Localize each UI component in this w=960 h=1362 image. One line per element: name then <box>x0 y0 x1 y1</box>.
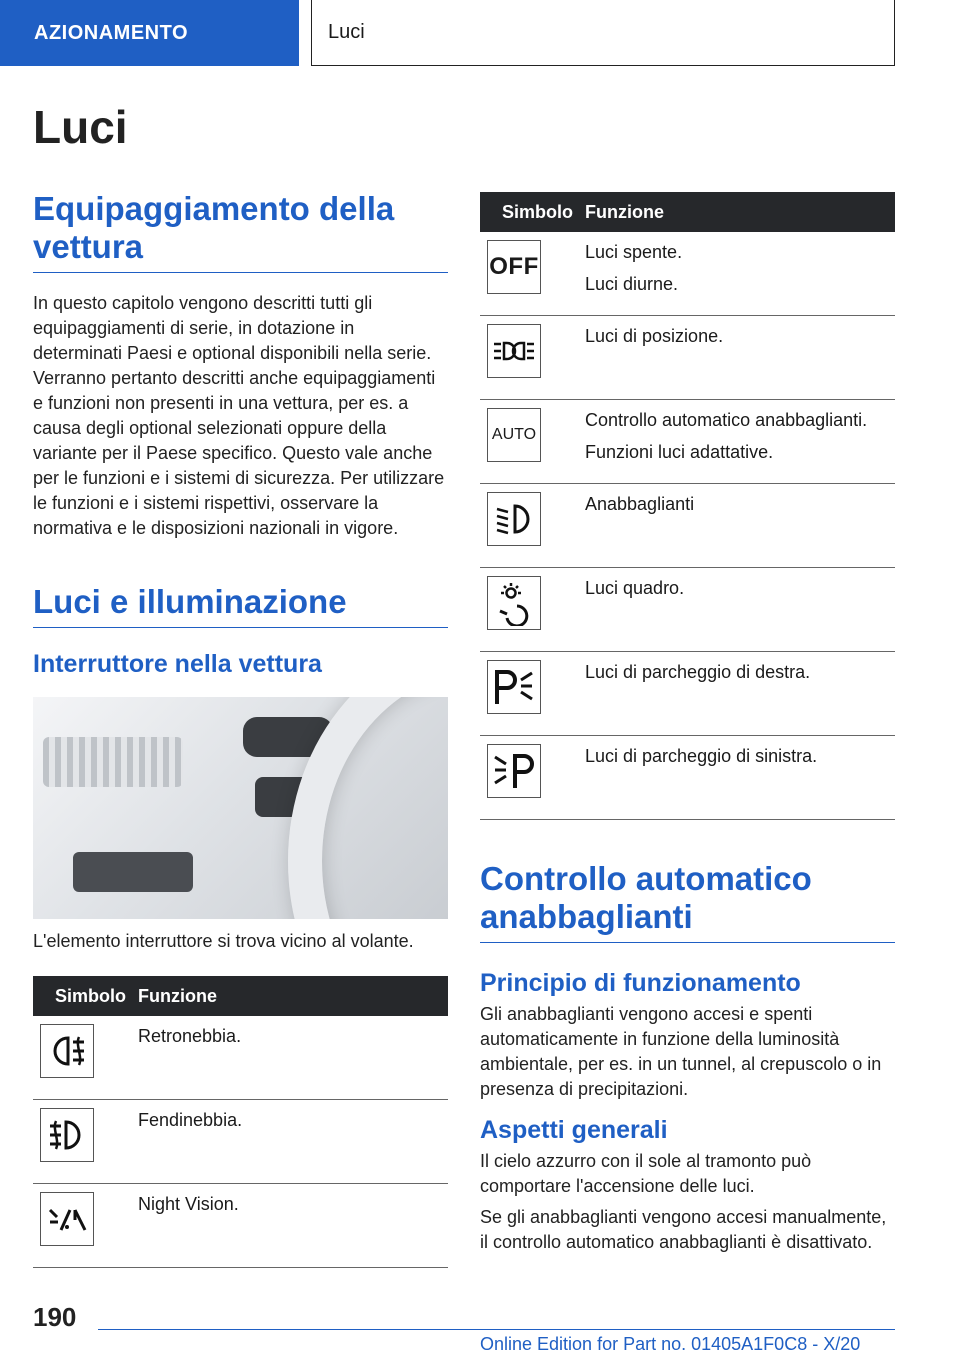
function-text: Luci di parcheggio di destra. <box>585 652 895 736</box>
table-row <box>480 736 895 820</box>
table-row <box>33 1184 448 1268</box>
instrument-lighting-icon <box>487 576 541 630</box>
function-text: Luci di parcheggio di sinistra. <box>585 736 895 820</box>
table-row <box>480 652 895 736</box>
photo-caption: L'elemento interruttore si trova vicino al volante. <box>33 931 414 951</box>
section-tab: AZIONAMENTO <box>0 0 299 66</box>
page-number: 190 <box>33 1302 77 1332</box>
off-icon: OFF <box>487 240 541 294</box>
low-beam-icon <box>487 492 541 546</box>
heading-equipment: Equipaggiamento della vettura <box>33 190 448 273</box>
front-fog-light-icon <box>40 1108 94 1162</box>
footer-divider <box>98 1329 895 1330</box>
principle-paragraph: Gli anabbaglianti vengono accesi e spenti automaticamente in funzione della luminosità ambientale, per es. in un tunnel, al crepuscolo o in presenza di precipitazioni. <box>480 1004 882 1099</box>
table-row <box>480 232 895 316</box>
heading-auto-low-beam: Controllo automatico anabbaglianti <box>480 860 895 943</box>
page-title: Luci <box>33 101 128 153</box>
parking-light-right-icon <box>487 660 541 714</box>
table-row <box>33 1016 448 1100</box>
edition-note: Online Edition for Part no. 01405A1F0C8 - X/20 <box>480 1334 861 1354</box>
breadcrumb: Luci <box>311 0 895 66</box>
function-text: Retronebbia. <box>138 1016 448 1100</box>
equipment-paragraph: In questo capitolo vengono descritti tutti gli equipaggiamenti di serie, in dotazione in determinati Paesi e optional disponibili nella serie. Verranno pertanto descritti anche equipaggiamenti e funzioni non presenti in una vettura, per es. a causa degli optional selezionati oppure della variante per il Paese specifico. Questo vale anche per le funzioni e i sistemi di sicurezza. Per utilizzare le funzioni e i sistemi rispettivi, osservare la normativa e le disposizioni nazionali in vigore. <box>33 293 445 538</box>
general-paragraph-2: Se gli anabbaglianti vengono accesi manualmente, il controllo automatico anabbaglianti è disattivato. <box>480 1207 887 1252</box>
left-column <box>33 190 448 1268</box>
heading-switch: Interruttore nella vettura <box>33 650 322 678</box>
table-row <box>480 316 895 400</box>
function-text: Night Vision. <box>138 1184 448 1268</box>
table-row <box>480 400 895 484</box>
column-header-symbol: Simbolo <box>480 192 585 232</box>
rear-fog-light-icon <box>40 1024 94 1078</box>
auto-icon: AUTO <box>487 408 541 462</box>
function-text: Controllo automatico anabbaglianti. Funzioni luci adattative. <box>585 400 895 484</box>
function-text: Luci di posizione. <box>585 316 895 400</box>
parking-light-left-icon <box>487 744 541 798</box>
function-text: Fendinebbia. <box>138 1100 448 1184</box>
symbol-table-right <box>480 192 895 820</box>
heading-lights: Luci e illuminazione <box>33 583 448 628</box>
function-text: Luci quadro. <box>585 568 895 652</box>
function-text: Anabbaglianti <box>585 484 895 568</box>
column-header-function: Funzione <box>138 976 448 1016</box>
column-header-function: Funzione <box>585 192 895 232</box>
table-row <box>33 1100 448 1184</box>
function-text: Luci spente. Luci diurne. <box>585 232 895 316</box>
heading-general: Aspetti generali <box>480 1116 668 1144</box>
night-vision-icon <box>40 1192 94 1246</box>
general-paragraph-1: Il cielo azzurro con il sole al tramonto può comportare l'accensione delle luci. <box>480 1151 812 1196</box>
heading-principle: Principio di funzionamento <box>480 969 801 997</box>
table-row <box>480 484 895 568</box>
table-row <box>480 568 895 652</box>
right-column <box>480 192 895 1255</box>
column-header-symbol: Simbolo <box>33 976 138 1016</box>
symbol-table-left <box>33 976 448 1268</box>
parking-lights-icon <box>487 324 541 378</box>
dashboard-photo <box>33 697 448 919</box>
